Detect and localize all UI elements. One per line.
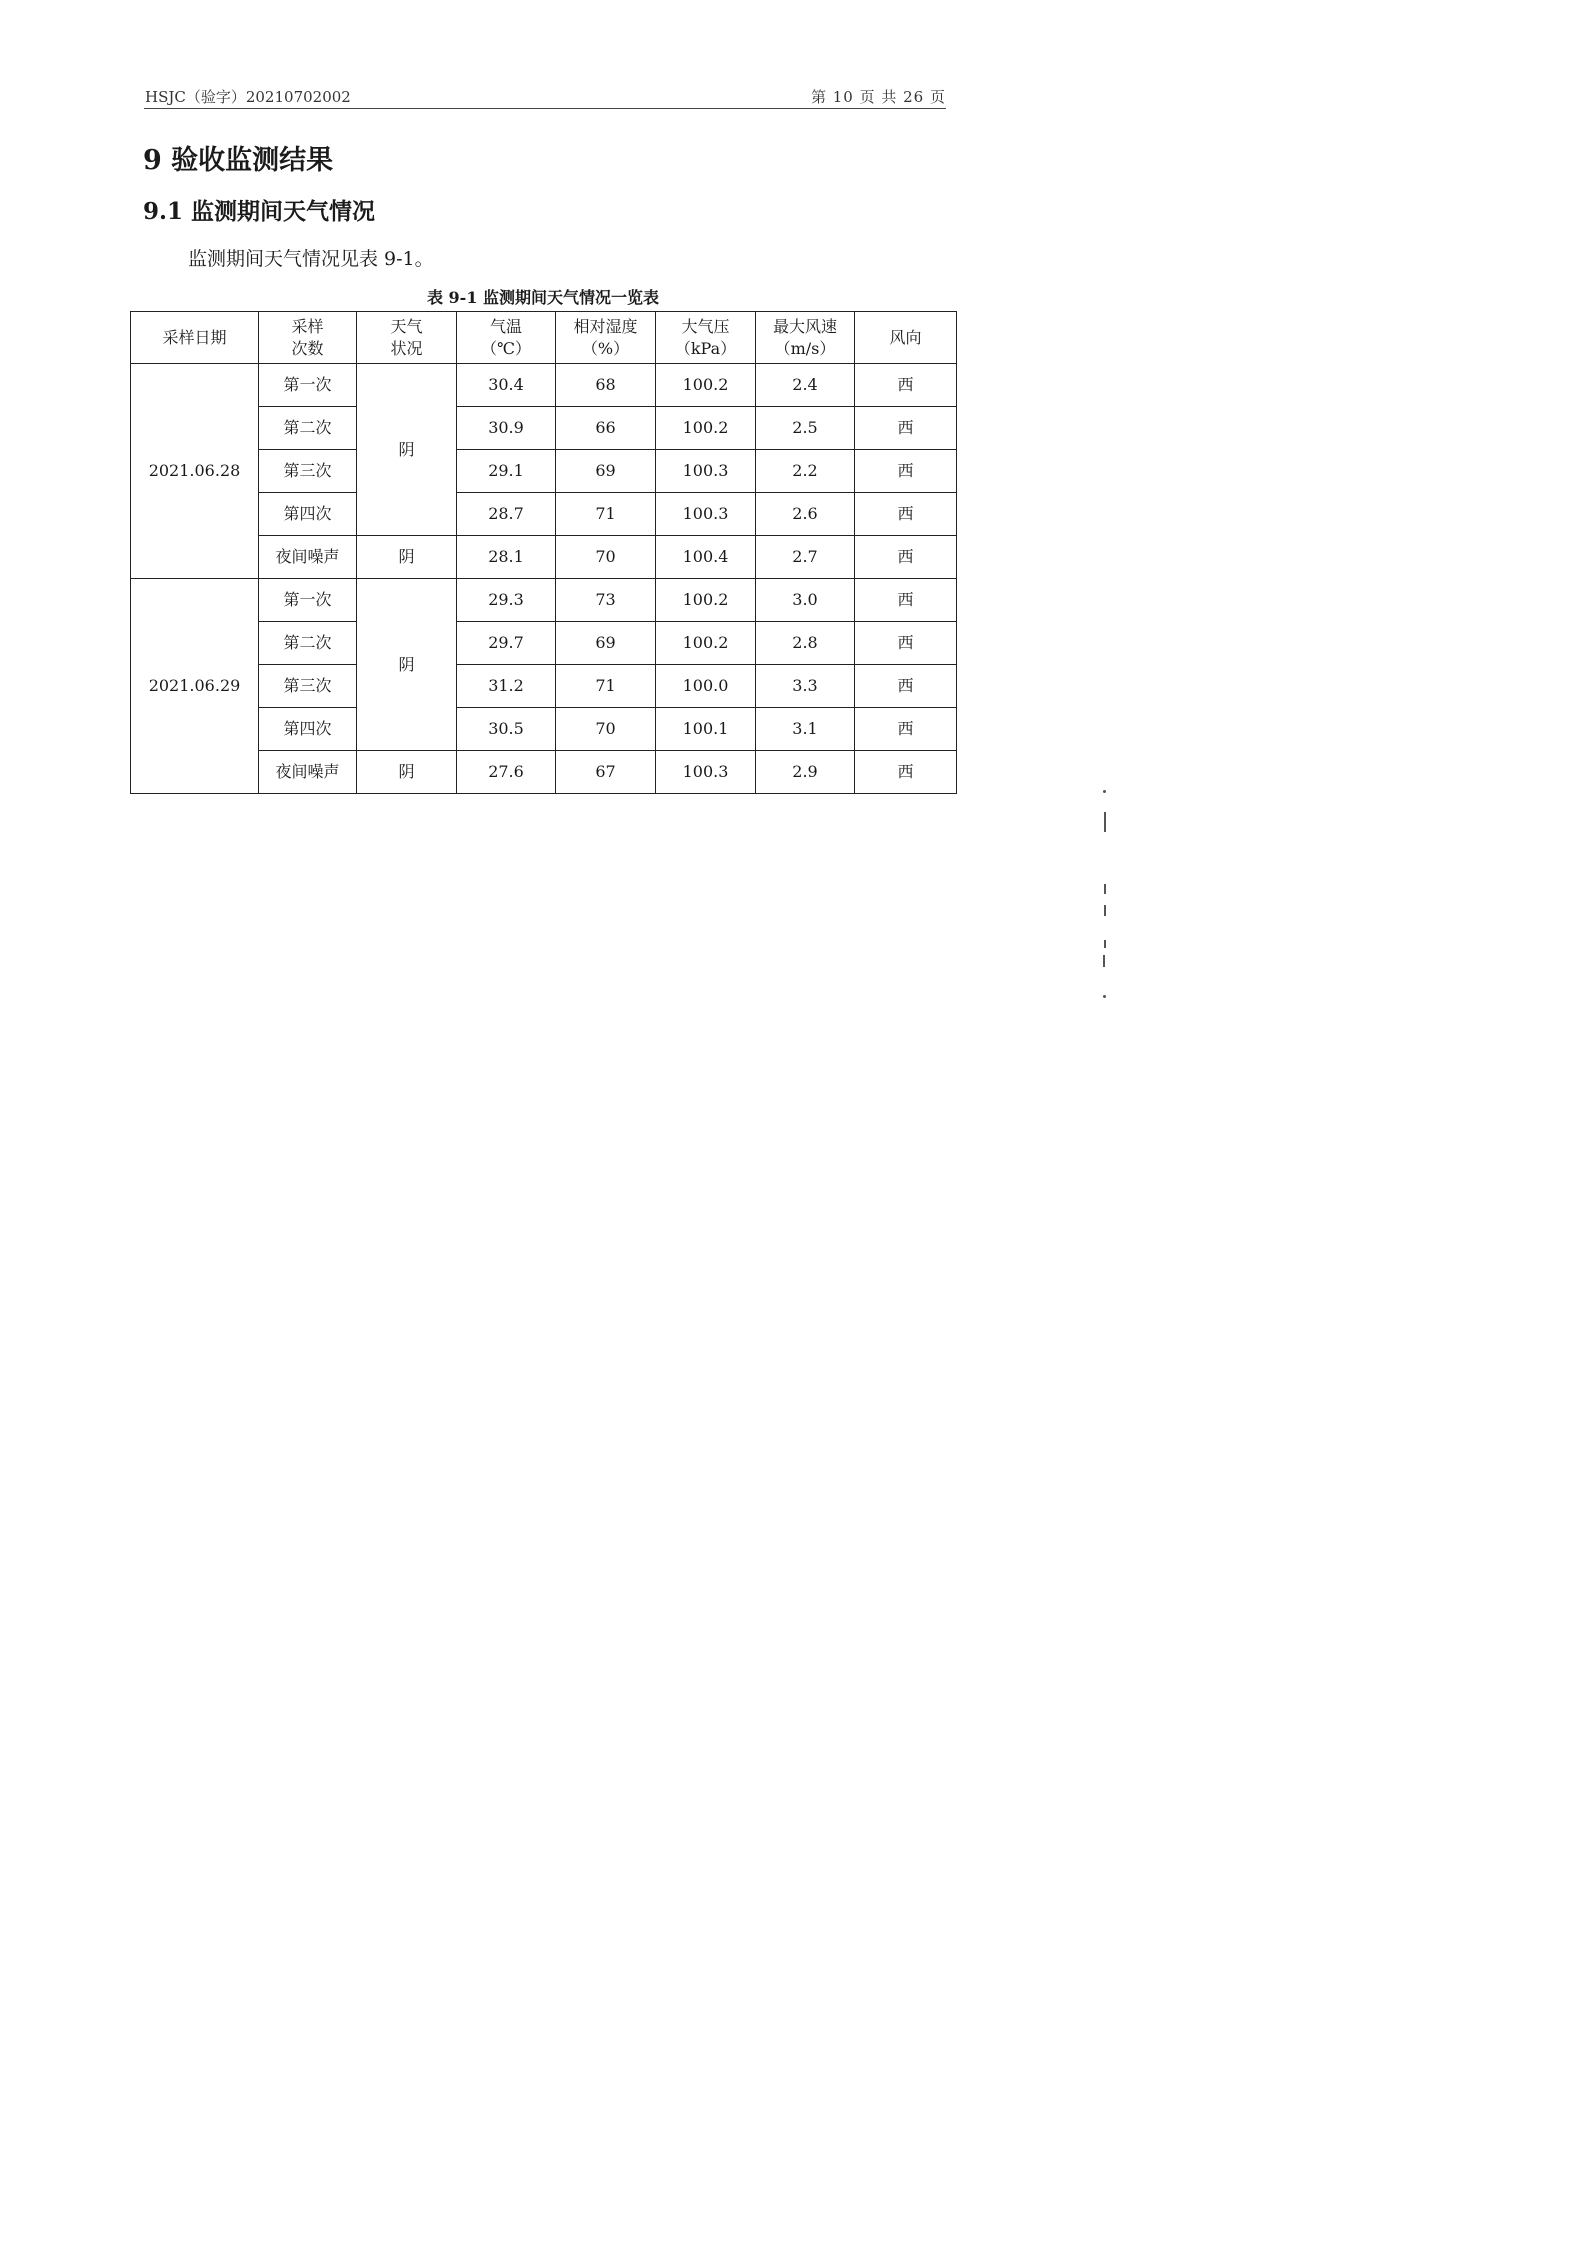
table-row — [131, 579, 957, 622]
column-header-line: （℃） — [481, 338, 531, 358]
column-header-line: 气温 — [489, 316, 522, 336]
wind-speed-cell: 2.8 — [756, 622, 855, 665]
weather-cell: 阴 — [357, 579, 457, 751]
header-divider — [144, 108, 946, 109]
sample-times-cell: 夜间噪声 — [259, 751, 357, 794]
wind-direction-cell: 西 — [855, 751, 957, 794]
humidity-cell: 70 — [556, 536, 656, 579]
wind-direction-cell: 西 — [855, 665, 957, 708]
sample-times-cell: 第四次 — [259, 493, 357, 536]
sample-times-cell: 第三次 — [259, 665, 357, 708]
section-title: 9 验收监测结果 — [143, 145, 334, 176]
pressure-cell: 100.3 — [656, 450, 756, 493]
table-body — [131, 364, 957, 794]
wind-direction-cell: 西 — [855, 622, 957, 665]
subsection-title: 9.1 监测期间天气情况 — [143, 198, 376, 225]
pressure-cell: 100.4 — [656, 536, 756, 579]
humidity-cell: 71 — [556, 493, 656, 536]
temperature-cell: 27.6 — [457, 751, 556, 794]
scan-mark — [1104, 940, 1106, 948]
temperature-cell: 29.7 — [457, 622, 556, 665]
pressure-cell: 100.2 — [656, 579, 756, 622]
wind-direction-cell: 西 — [855, 450, 957, 493]
body-paragraph: 监测期间天气情况见表 9-1。 — [188, 248, 434, 270]
column-header-line: 最大风速 — [772, 316, 837, 336]
scan-mark — [1103, 995, 1106, 998]
humidity-cell: 66 — [556, 407, 656, 450]
column-header-line: 采样日期 — [162, 327, 227, 347]
column-header — [357, 312, 457, 364]
header-row — [131, 312, 957, 364]
column-header — [131, 312, 259, 364]
date-cell: 2021.06.28 — [131, 364, 259, 579]
pressure-cell: 100.2 — [656, 407, 756, 450]
wind-speed-cell: 2.7 — [756, 536, 855, 579]
temperature-cell: 28.7 — [457, 493, 556, 536]
column-header — [457, 312, 556, 364]
column-header-line: （%） — [581, 338, 630, 358]
date-cell: 2021.06.29 — [131, 579, 259, 794]
wind-speed-cell: 3.0 — [756, 579, 855, 622]
wind-speed-cell: 3.1 — [756, 708, 855, 751]
humidity-cell: 68 — [556, 364, 656, 407]
temperature-cell: 30.9 — [457, 407, 556, 450]
scan-mark — [1104, 905, 1106, 916]
report-number: HSJC（验字）20210702002 — [145, 88, 351, 106]
temperature-cell: 31.2 — [457, 665, 556, 708]
column-header — [656, 312, 756, 364]
pressure-cell: 100.1 — [656, 708, 756, 751]
column-header-line: 状况 — [390, 338, 423, 358]
column-header-line: （kPa） — [674, 338, 737, 358]
humidity-cell: 73 — [556, 579, 656, 622]
scan-mark — [1103, 955, 1105, 967]
wind-speed-cell: 2.6 — [756, 493, 855, 536]
temperature-cell: 30.5 — [457, 708, 556, 751]
scan-mark — [1103, 790, 1106, 793]
column-header-line: 大气压 — [681, 316, 730, 336]
sample-times-cell: 第三次 — [259, 450, 357, 493]
column-header — [556, 312, 656, 364]
column-header-line: 次数 — [291, 338, 324, 358]
column-header-line: 天气 — [390, 316, 423, 336]
column-header — [855, 312, 957, 364]
humidity-cell: 71 — [556, 665, 656, 708]
pressure-cell: 100.2 — [656, 622, 756, 665]
sample-times-cell: 夜间噪声 — [259, 536, 357, 579]
sample-times-cell: 第二次 — [259, 622, 357, 665]
humidity-cell: 70 — [556, 708, 656, 751]
humidity-cell: 67 — [556, 751, 656, 794]
temperature-cell: 30.4 — [457, 364, 556, 407]
page-info: 第 10 页 共 26 页 — [810, 88, 946, 106]
weather-cell: 阴 — [357, 536, 457, 579]
sample-times-cell: 第二次 — [259, 407, 357, 450]
humidity-cell: 69 — [556, 450, 656, 493]
column-header-line: 风向 — [889, 327, 922, 347]
table-header — [131, 312, 957, 364]
sample-times-cell: 第一次 — [259, 364, 357, 407]
weather-cell: 阴 — [357, 751, 457, 794]
scan-mark — [1104, 812, 1106, 832]
wind-speed-cell: 2.4 — [756, 364, 855, 407]
wind-direction-cell: 西 — [855, 579, 957, 622]
wind-speed-cell: 2.5 — [756, 407, 855, 450]
wind-direction-cell: 西 — [855, 493, 957, 536]
pressure-cell: 100.0 — [656, 665, 756, 708]
wind-direction-cell: 西 — [855, 708, 957, 751]
column-header — [259, 312, 357, 364]
humidity-cell: 69 — [556, 622, 656, 665]
pressure-cell: 100.3 — [656, 493, 756, 536]
weather-table — [130, 311, 957, 794]
temperature-cell: 29.1 — [457, 450, 556, 493]
wind-speed-cell: 2.9 — [756, 751, 855, 794]
column-header-line: 相对湿度 — [573, 316, 638, 336]
column-header — [756, 312, 855, 364]
sample-times-cell: 第四次 — [259, 708, 357, 751]
wind-direction-cell: 西 — [855, 536, 957, 579]
sample-times-cell: 第一次 — [259, 579, 357, 622]
pressure-cell: 100.2 — [656, 364, 756, 407]
wind-speed-cell: 3.3 — [756, 665, 855, 708]
table-row — [131, 364, 957, 407]
temperature-cell: 28.1 — [457, 536, 556, 579]
table-caption: 表 9-1 监测期间天气情况一览表 — [426, 288, 660, 307]
temperature-cell: 29.3 — [457, 579, 556, 622]
wind-direction-cell: 西 — [855, 407, 957, 450]
weather-cell: 阴 — [357, 364, 457, 536]
column-header-line: （m/s） — [774, 338, 836, 358]
wind-direction-cell: 西 — [855, 364, 957, 407]
pressure-cell: 100.3 — [656, 751, 756, 794]
scan-mark — [1104, 884, 1106, 894]
column-header-line: 采样 — [291, 316, 324, 336]
wind-speed-cell: 2.2 — [756, 450, 855, 493]
